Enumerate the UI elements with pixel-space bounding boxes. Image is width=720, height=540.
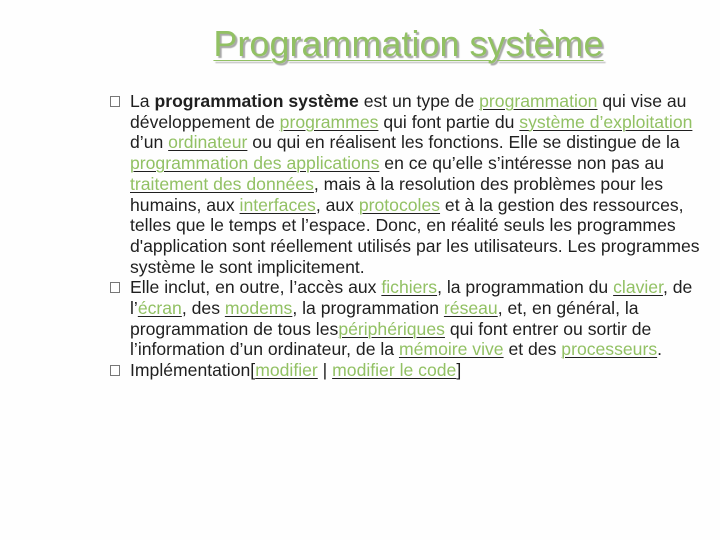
wiki-link[interactable]: modifier — [255, 360, 318, 381]
wiki-link[interactable]: fichiers — [381, 277, 438, 298]
wiki-link[interactable]: programmes — [279, 111, 379, 132]
bullet-item — [110, 360, 710, 381]
text-run: qui vise au développement de — [130, 91, 687, 132]
text-run: , la programmation — [292, 298, 444, 319]
text-run: et des — [503, 339, 562, 360]
wiki-link[interactable]: modems — [224, 298, 293, 319]
text-run: . — [657, 339, 663, 360]
wiki-link[interactable]: ordinateur — [168, 132, 248, 153]
bold-term: programmation système — [154, 91, 359, 111]
bullet-item — [110, 91, 710, 277]
text-run: , mais à la resolution des problèmes pour les humains, aux — [130, 173, 664, 215]
wiki-link[interactable]: périphériques — [338, 318, 445, 339]
slide-body — [110, 91, 710, 381]
wiki-link[interactable]: mémoire vive — [398, 339, 504, 360]
bullet-item — [110, 277, 710, 360]
wiki-link[interactable]: modifier le code — [332, 360, 457, 381]
text-run: d’un — [130, 132, 169, 153]
text-run: ] — [456, 360, 462, 381]
wiki-link[interactable]: protocoles — [358, 194, 441, 215]
wiki-link[interactable]: programmation des applications — [130, 153, 380, 174]
wiki-link[interactable]: programmation — [479, 91, 598, 111]
slide-title-text: Programmation système — [213, 23, 604, 64]
wiki-link[interactable]: réseau — [443, 298, 498, 319]
text-run: est un type de — [358, 91, 480, 111]
checkbox-bullet-icon — [110, 96, 120, 107]
checkbox-bullet-icon — [110, 282, 120, 293]
checkbox-bullet-icon — [110, 365, 120, 376]
text-run: , et, en général, la programmation de tous les — [130, 298, 639, 339]
text-run: La — [130, 91, 155, 111]
text-run: , de l’ — [130, 277, 693, 319]
text-run: , des — [181, 298, 225, 319]
wiki-link[interactable]: clavier — [613, 277, 663, 298]
text-run: qui font entrer ou sortir de l’information d’un ordinateur, de la — [130, 318, 652, 360]
wiki-link[interactable]: système d’exploitation — [519, 111, 693, 132]
text-run: ou qui en réalisent les fonctions. Elle se distingue de la — [247, 132, 680, 153]
text-run: qui font partie du — [378, 111, 520, 132]
text-run: , la programmation du — [437, 277, 614, 298]
text-run: , aux — [315, 194, 359, 215]
wiki-link[interactable]: traitement des données — [130, 173, 314, 194]
slide-title — [0, 22, 720, 66]
wiki-link[interactable]: processeurs — [561, 339, 658, 360]
text-run: et à la gestion des ressources, telles que le temps et l’espace. Donc, en réalité seuls les programmes d'application sont réellement utilisés par les utilisateurs. Les programmes système le sont implicitement. — [130, 194, 700, 277]
text-run: | — [317, 360, 333, 381]
text-run: Elle inclut, en outre, l’accès aux — [130, 277, 382, 298]
text-run: Implémentation[ — [130, 360, 256, 381]
wiki-link[interactable]: interfaces — [239, 194, 316, 215]
wiki-link[interactable]: écran — [137, 298, 182, 319]
text-run: en ce qu’elle s’intéresse non pas au — [379, 153, 665, 174]
